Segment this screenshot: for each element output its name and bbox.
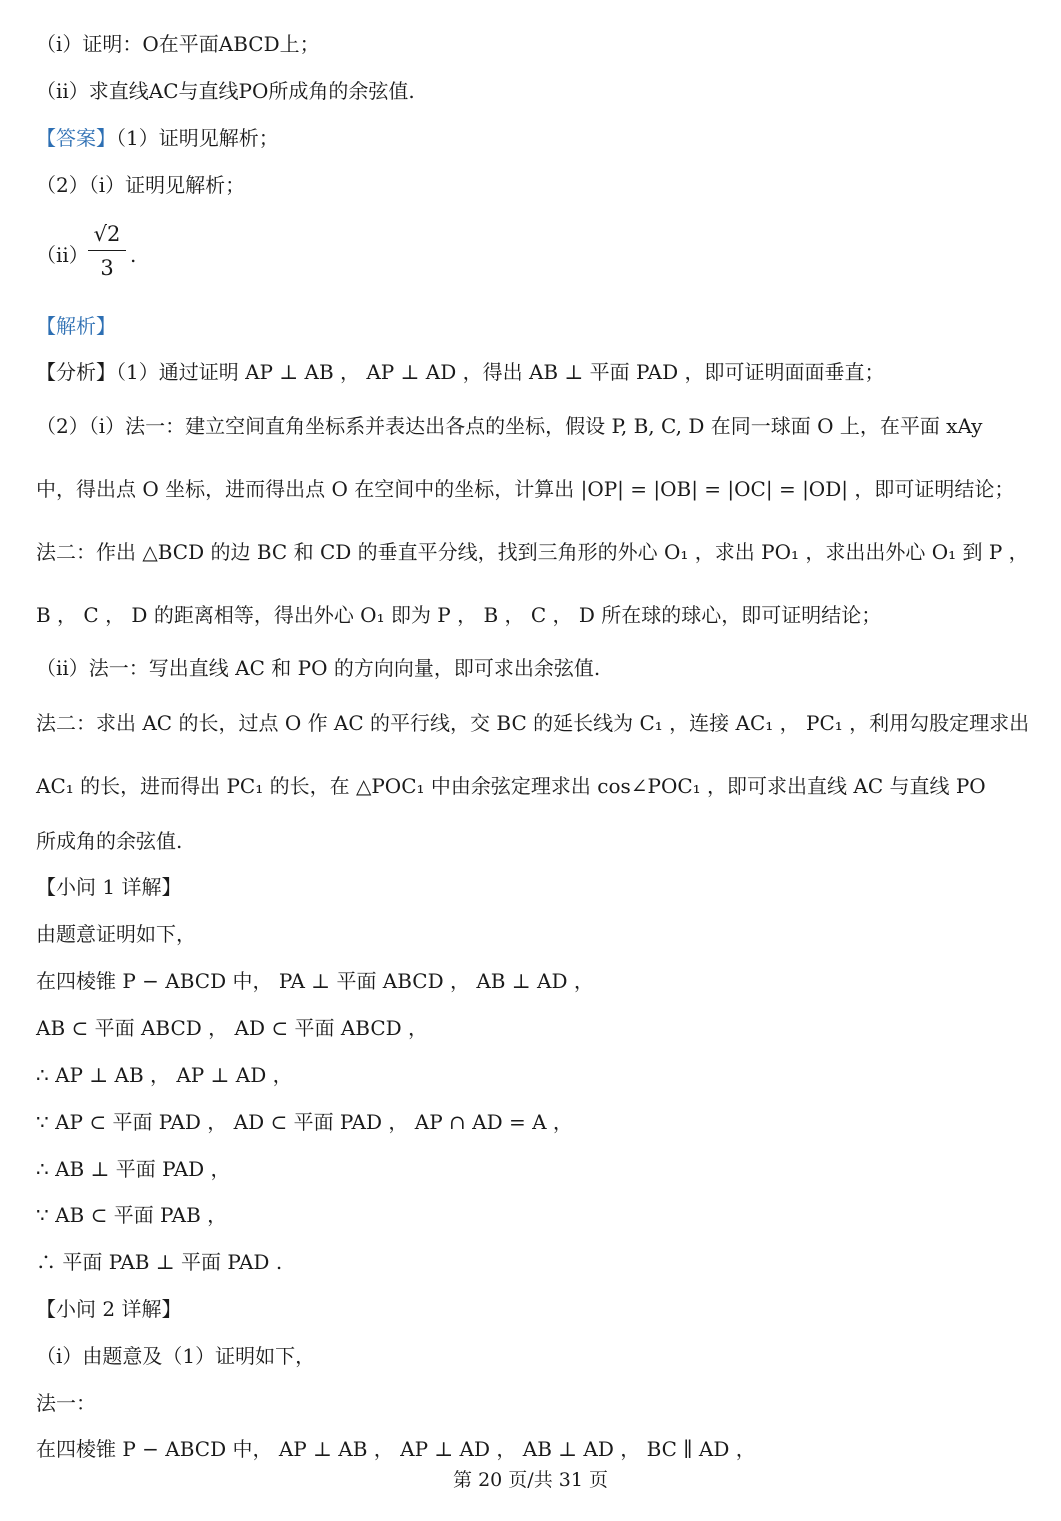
proof-line-8: ∴ 平面 PAB ⊥ 平面 PAD . (36, 1250, 283, 1274)
analysis-line-8: AC₁ 的长，进而得出 PC₁ 的长，在 △POC₁ 中由余弦定理求出 cos∠POC₁ ，即可求出直线 AC 与直线 PO (36, 774, 986, 798)
analysis-line-1: 【分析】（1）通过证明 AP ⊥ AB ， AP ⊥ AD ，得出 AB ⊥ 平面 PAD ，即可证明面面垂直； (36, 360, 885, 384)
analysis-line-4: 法二：作出 △BCD 的边 BC 和 CD 的垂直平分线，找到三角形的外心 O₁ ，求出 PO₁ ，求出出外心 O₁ 到 P ， (36, 540, 1029, 564)
answer-part-2ii-label: （ii） (36, 243, 89, 267)
answer-text: （1）证明见解析； (116, 126, 279, 150)
fraction-bar (88, 250, 126, 251)
analysis-line-2: （2）（i）法一：建立空间直角坐标系并表达出各点的坐标，假设 P, B, C, D 在同一球面 O 上，在平面 xAy (36, 414, 983, 438)
proof-line-2: 在四棱锥 P − ABCD 中， PA ⊥ 平面 ABCD ， AB ⊥ AD ， (36, 969, 594, 993)
analysis-line-9: 所成角的余弦值. (36, 829, 183, 853)
answer-fraction-period: . (130, 243, 137, 267)
analysis-tag: 【解析】 (36, 314, 116, 338)
proof-line-4: ∴ AP ⊥ AB ， AP ⊥ AD ， (36, 1063, 293, 1087)
proof-line-6: ∴ AB ⊥ 平面 PAD ， (36, 1157, 231, 1181)
analysis-line-6: （ii）法一：写出直线 AC 和 PO 的方向向量，即可求出余弦值. (36, 656, 601, 680)
answer-tag: 【答案】 (36, 126, 116, 150)
question-part-i: （i）证明：O在平面ABCD上； (36, 32, 320, 56)
analysis-line-3: 中，得出点 O 坐标，进而得出点 O 在空间中的坐标，计算出 |OP| = |OB| = |OC| = |OD| ，即可证明结论； (36, 477, 1015, 501)
analysis-line-7: 法二：求出 AC 的长，过点 O 作 AC 的平行线，交 BC 的延长线为 C₁ ，连接 AC₁ ， PC₁ ，利用勾股定理求出 (36, 711, 1030, 735)
proof-line-3: AB ⊂ 平面 ABCD ， AD ⊂ 平面 ABCD ， (36, 1016, 429, 1040)
fraction-denominator: 3 (100, 256, 114, 280)
proof2-line-1: （i）由题意及（1）证明如下， (36, 1344, 316, 1368)
subquestion-2-heading: 【小问 2 详解】 (36, 1297, 182, 1321)
analysis-line-5: B ， C ， D 的距离相等，得出外心 O₁ 即为 P ， B ， C ， D 所在球的球心，即可证明结论； (36, 603, 882, 627)
page-footer: 第 20 页/共 31 页 (453, 1469, 608, 1491)
proof2-line-3: 在四棱锥 P − ABCD 中， AP ⊥ AB ， AP ⊥ AD ， AB ⊥ AD ， BC ∥ AD ， (36, 1437, 756, 1461)
answer-line (36, 123, 1037, 153)
question-part-ii: （ii）求直线AC与直线PO所成角的余弦值. (36, 79, 415, 103)
fraction-numerator: √2 (93, 222, 121, 246)
answer-part-2i: （2）（i）证明见解析； (36, 173, 246, 197)
proof-line-5: ∵ AP ⊂ 平面 PAD ， AD ⊂ 平面 PAD ， AP ∩ AD = A ， (36, 1110, 573, 1134)
proof2-line-2: 法一： (36, 1391, 96, 1415)
proof-line-1: 由题意证明如下， (36, 922, 196, 946)
subquestion-1-heading: 【小问 1 详解】 (36, 875, 182, 899)
proof-line-7: ∵ AB ⊂ 平面 PAB ， (36, 1203, 228, 1227)
answer-fraction (88, 220, 126, 281)
